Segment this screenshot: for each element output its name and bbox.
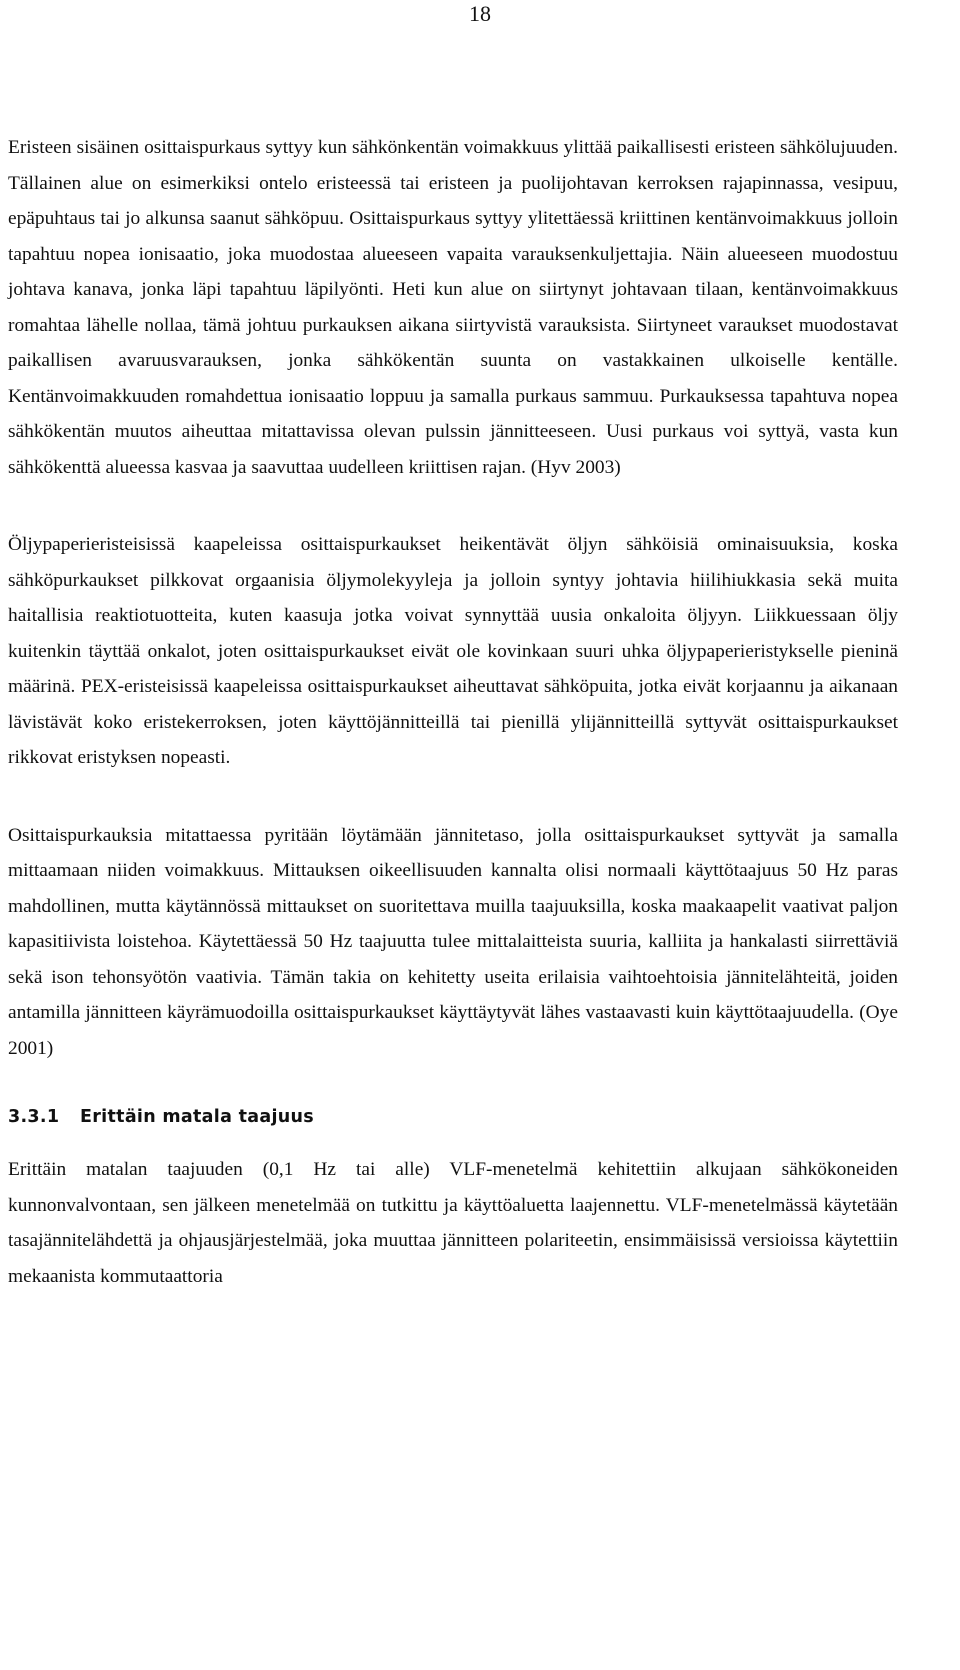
paragraph-oil-paper-insulation: Öljypaperieristeisissä kaapeleissa osittaispurkaukset heikentävät öljyn sähköisiä ominaisuuksia, koska sähköpurkaukset pilkkovat orgaanisia öljymolekyyleja ja jolloin syntyy johtavia hiilihiukkasia sekä muita haitallisia reaktiotuotteita, kuten kaasuja jotka voivat synnyttää uusia onkaloita öljyyn. Liikkuessaan öljy kuitenkin täyttää onkalot, joten osittaispurkaukset eivät ole kovinkaan suuri uhka öljypaperieristykselle pieninä määrinä. PEX-eristeisissä kaapeleissa osittaispurkaukset aiheuttavat sähköpuita, jotka eivät korjaannu ja aikanaan lävistävät koko eristekerroksen, joten käyttöjännitteillä tai pienillä ylijännitteillä syttyvät osittaispurkaukset rikkovat eristyksen nopeasti. xyxy=(8,534,898,768)
section-number: 3.3.1 xyxy=(8,1107,60,1127)
paragraph-partial-discharge-ignition: Eristeen sisäinen osittaispurkaus syttyy kun sähkönkentän voimakkuus ylittää paikallisesti eristeen sähkölujuuden. Tällainen alue on esimerkiksi ontelo eristeessä tai eristeen ja puolijohtavan kerroksen rajapinnassa, vesipuu, epäpuhtaus tai jo alkunsa saanut sähköpuu. Osittaispurkaus syttyy ylitettäessä kriittinen kentänvoimakkuus jolloin tapahtuu nopea ionisaatio, joka muodostaa alueeseen vapaita varauksenkuljettajia. Näin alueeseen muodostuu johtava kanava, jonka läpi tapahtuu läpilyönti. Heti kun alue on siirtynyt johtavaan tilaan, kentänvoimakkuus romahtaa lähelle nollaa, tämä johtuu purkauksen aikana siirtyvistä varauksista. Siirtyneet varaukset muodostavat paikallisen avaruusvarauksen, jonka sähkökentän suunta on vastakkainen ulkoiselle kentälle. Kentänvoimakkuuden romahdettua ionisaatio loppuu ja samalla purkaus sammuu. Purkauksessa tapahtuva nopea sähkökentän muutos aiheuttaa mitattavissa olevan pulssin jännitteeseen. Uusi purkaus voi syttyä, vasta kun sähkökenttä alueessa kasvaa ja saavuttaa uudelleen kriittisen rajan. (Hyv 2003) xyxy=(8,137,898,478)
heading-spacer xyxy=(8,1066,898,1102)
paragraph-vlf-method: Erittäin matalan taajuuden (0,1 Hz tai alle) VLF-menetelmä kehitettiin alkujaan sähkökoneiden kunnonvalvontaan, sen jälkeen menetelmää on tutkittu ja käyttöaluetta laajennettu. VLF-menetelmässä käytetään tasajännitelähdettä ja ohjausjärjestelmää, joka muuttaa jännitteen polariteetin, ensimmäisissä versioissa käytettiin mekaanista kommutaattoria xyxy=(8,1159,898,1287)
paragraph-spacer xyxy=(8,776,898,818)
document-body xyxy=(8,130,898,1294)
section-heading xyxy=(8,1102,898,1132)
paragraph-spacer xyxy=(8,485,898,527)
paragraph-measurement-frequency: Osittaispurkauksia mitattaessa pyritään löytämään jännitetaso, jolla osittaispurkaukset syttyvät ja samalla mittaamaan niiden voimakkuus. Mittauksen oikeellisuuden kannalta olisi normaali käyttötaajuus 50 Hz paras mahdollinen, mutta käytännössä mittaukset on suoritettava muilla taajuuksilla, koska maakaapelit vaativat paljon kapasitiivista loistehoa. Käytettäessä 50 Hz taajuutta tulee mittalaitteista suuria, kalliita ja hankalasti siirrettäviä sekä ison tehonsyötön vaativia. Tämän takia on kehitetty useita erilaisia vaihtoehtoisia jännitelähteitä, joiden antamilla jännitteen käyrämuodoilla osittaispurkaukset käyttäytyvät lähes vastaavasti kuin käyttötaajuudella. (Oye 2001) xyxy=(8,824,898,1059)
section-title: Erittäin matala taajuus xyxy=(80,1107,315,1127)
heading-spacer xyxy=(8,1132,898,1152)
page-number: 18 xyxy=(469,1,491,26)
